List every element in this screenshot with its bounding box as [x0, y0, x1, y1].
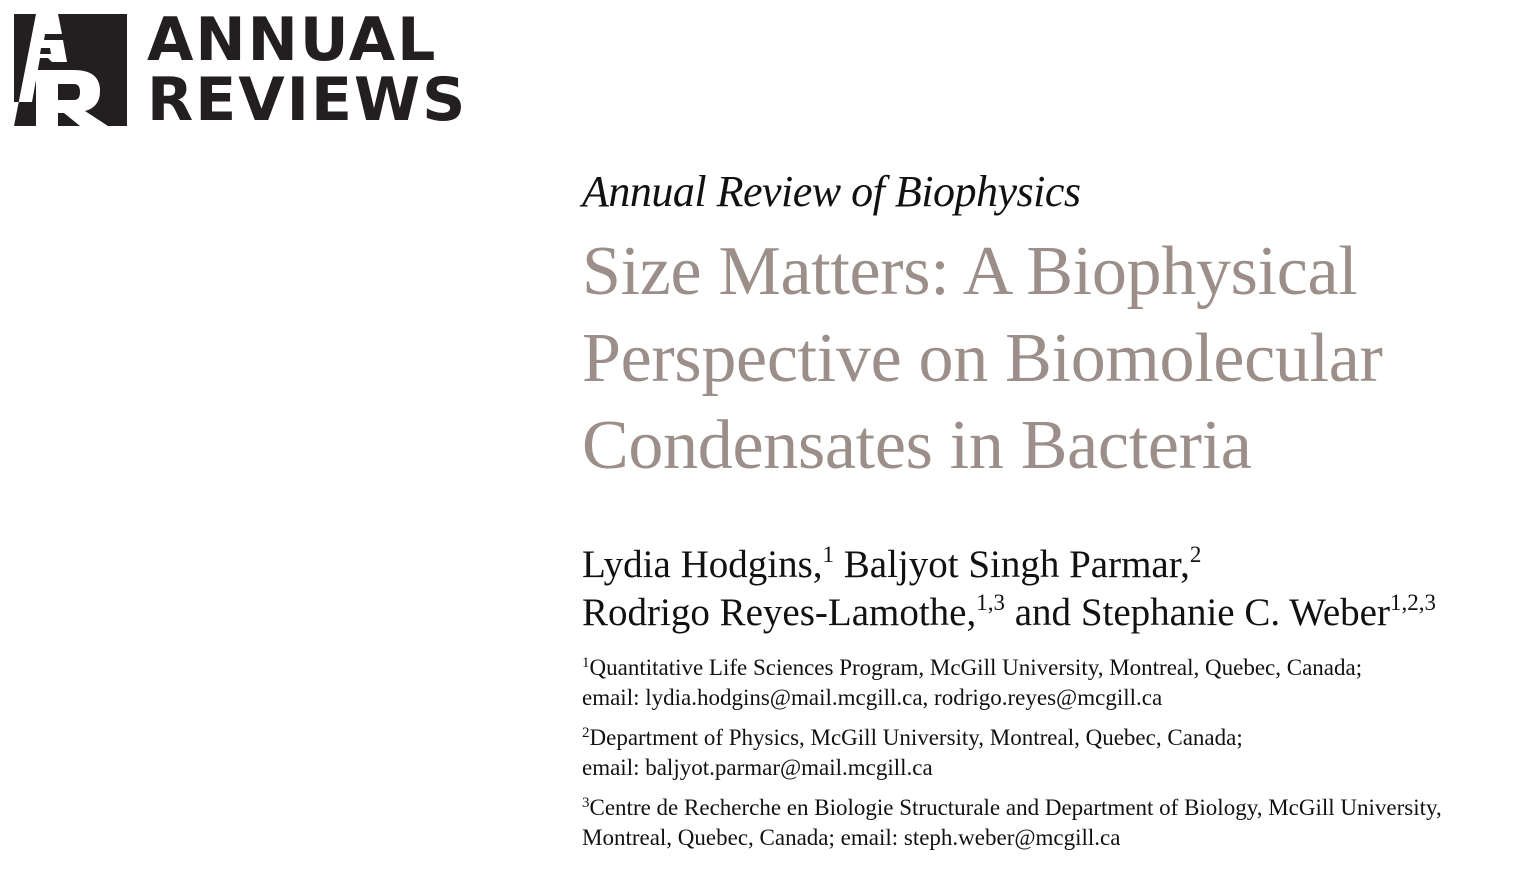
author-connector: and [1014, 591, 1072, 634]
logo-wordmark [147, 5, 468, 135]
annual-reviews-logo [14, 5, 468, 135]
author-line [582, 541, 1532, 589]
paper-title [582, 228, 1532, 489]
author-affiliation-ref: 1,2,3 [1389, 590, 1436, 615]
affiliation-line [582, 653, 1532, 683]
affiliation-number: 1 [582, 655, 590, 671]
title-line: Condensates in Bacteria [582, 407, 1252, 484]
author-name: Baljyot Singh Parmar, [843, 543, 1190, 586]
author-line [582, 589, 1532, 637]
author-name: Lydia Hodgins, [582, 543, 823, 586]
affiliation-number: 2 [582, 725, 590, 741]
affiliation-number: 3 [582, 795, 590, 811]
author-affiliation-ref: 1,3 [976, 590, 1005, 615]
author-affiliation-ref: 1 [822, 542, 834, 567]
journal-name: Annual Review of Biophysics [582, 167, 1081, 216]
title-line: Size Matters: A Biophysical [582, 233, 1358, 310]
affiliation [582, 793, 1532, 853]
annual-reviews-logo-mark [14, 14, 127, 126]
logo-word-annual: ANNUAL [147, 5, 438, 75]
affiliation-email: email: baljyot.parmar@mail.mcgill.ca [582, 755, 933, 780]
author-affiliation-ref: 2 [1189, 542, 1202, 567]
author-list [582, 541, 1532, 637]
affiliation-email: Montreal, Quebec, Canada; email: steph.weber@mcgill.ca [582, 825, 1121, 850]
affiliation-email: email: lydia.hodgins@mail.mcgill.ca, rodrigo.reyes@mcgill.ca [582, 685, 1163, 710]
affiliation-line [582, 723, 1532, 753]
affiliation [582, 723, 1532, 783]
affiliation-text: Quantitative Life Sciences Program, McGill University, Montreal, Quebec, Canada; [589, 655, 1363, 680]
affiliation-text: Centre de Recherche en Biologie Structurale and Department of Biology, McGill University, [589, 795, 1442, 820]
affiliation-text: Department of Physics, McGill University, Montreal, Quebec, Canada; [589, 725, 1243, 750]
logo-word-reviews: REVIEWS [147, 65, 468, 135]
author-name: Rodrigo Reyes-Lamothe, [582, 591, 977, 634]
affiliation-line [582, 793, 1532, 823]
affiliation-list [582, 653, 1532, 853]
author-name: Stephanie C. Weber [1080, 591, 1390, 634]
affiliation [582, 653, 1532, 713]
paper-header [582, 164, 1532, 863]
title-line: Perspective on Biomolecular [582, 320, 1383, 397]
